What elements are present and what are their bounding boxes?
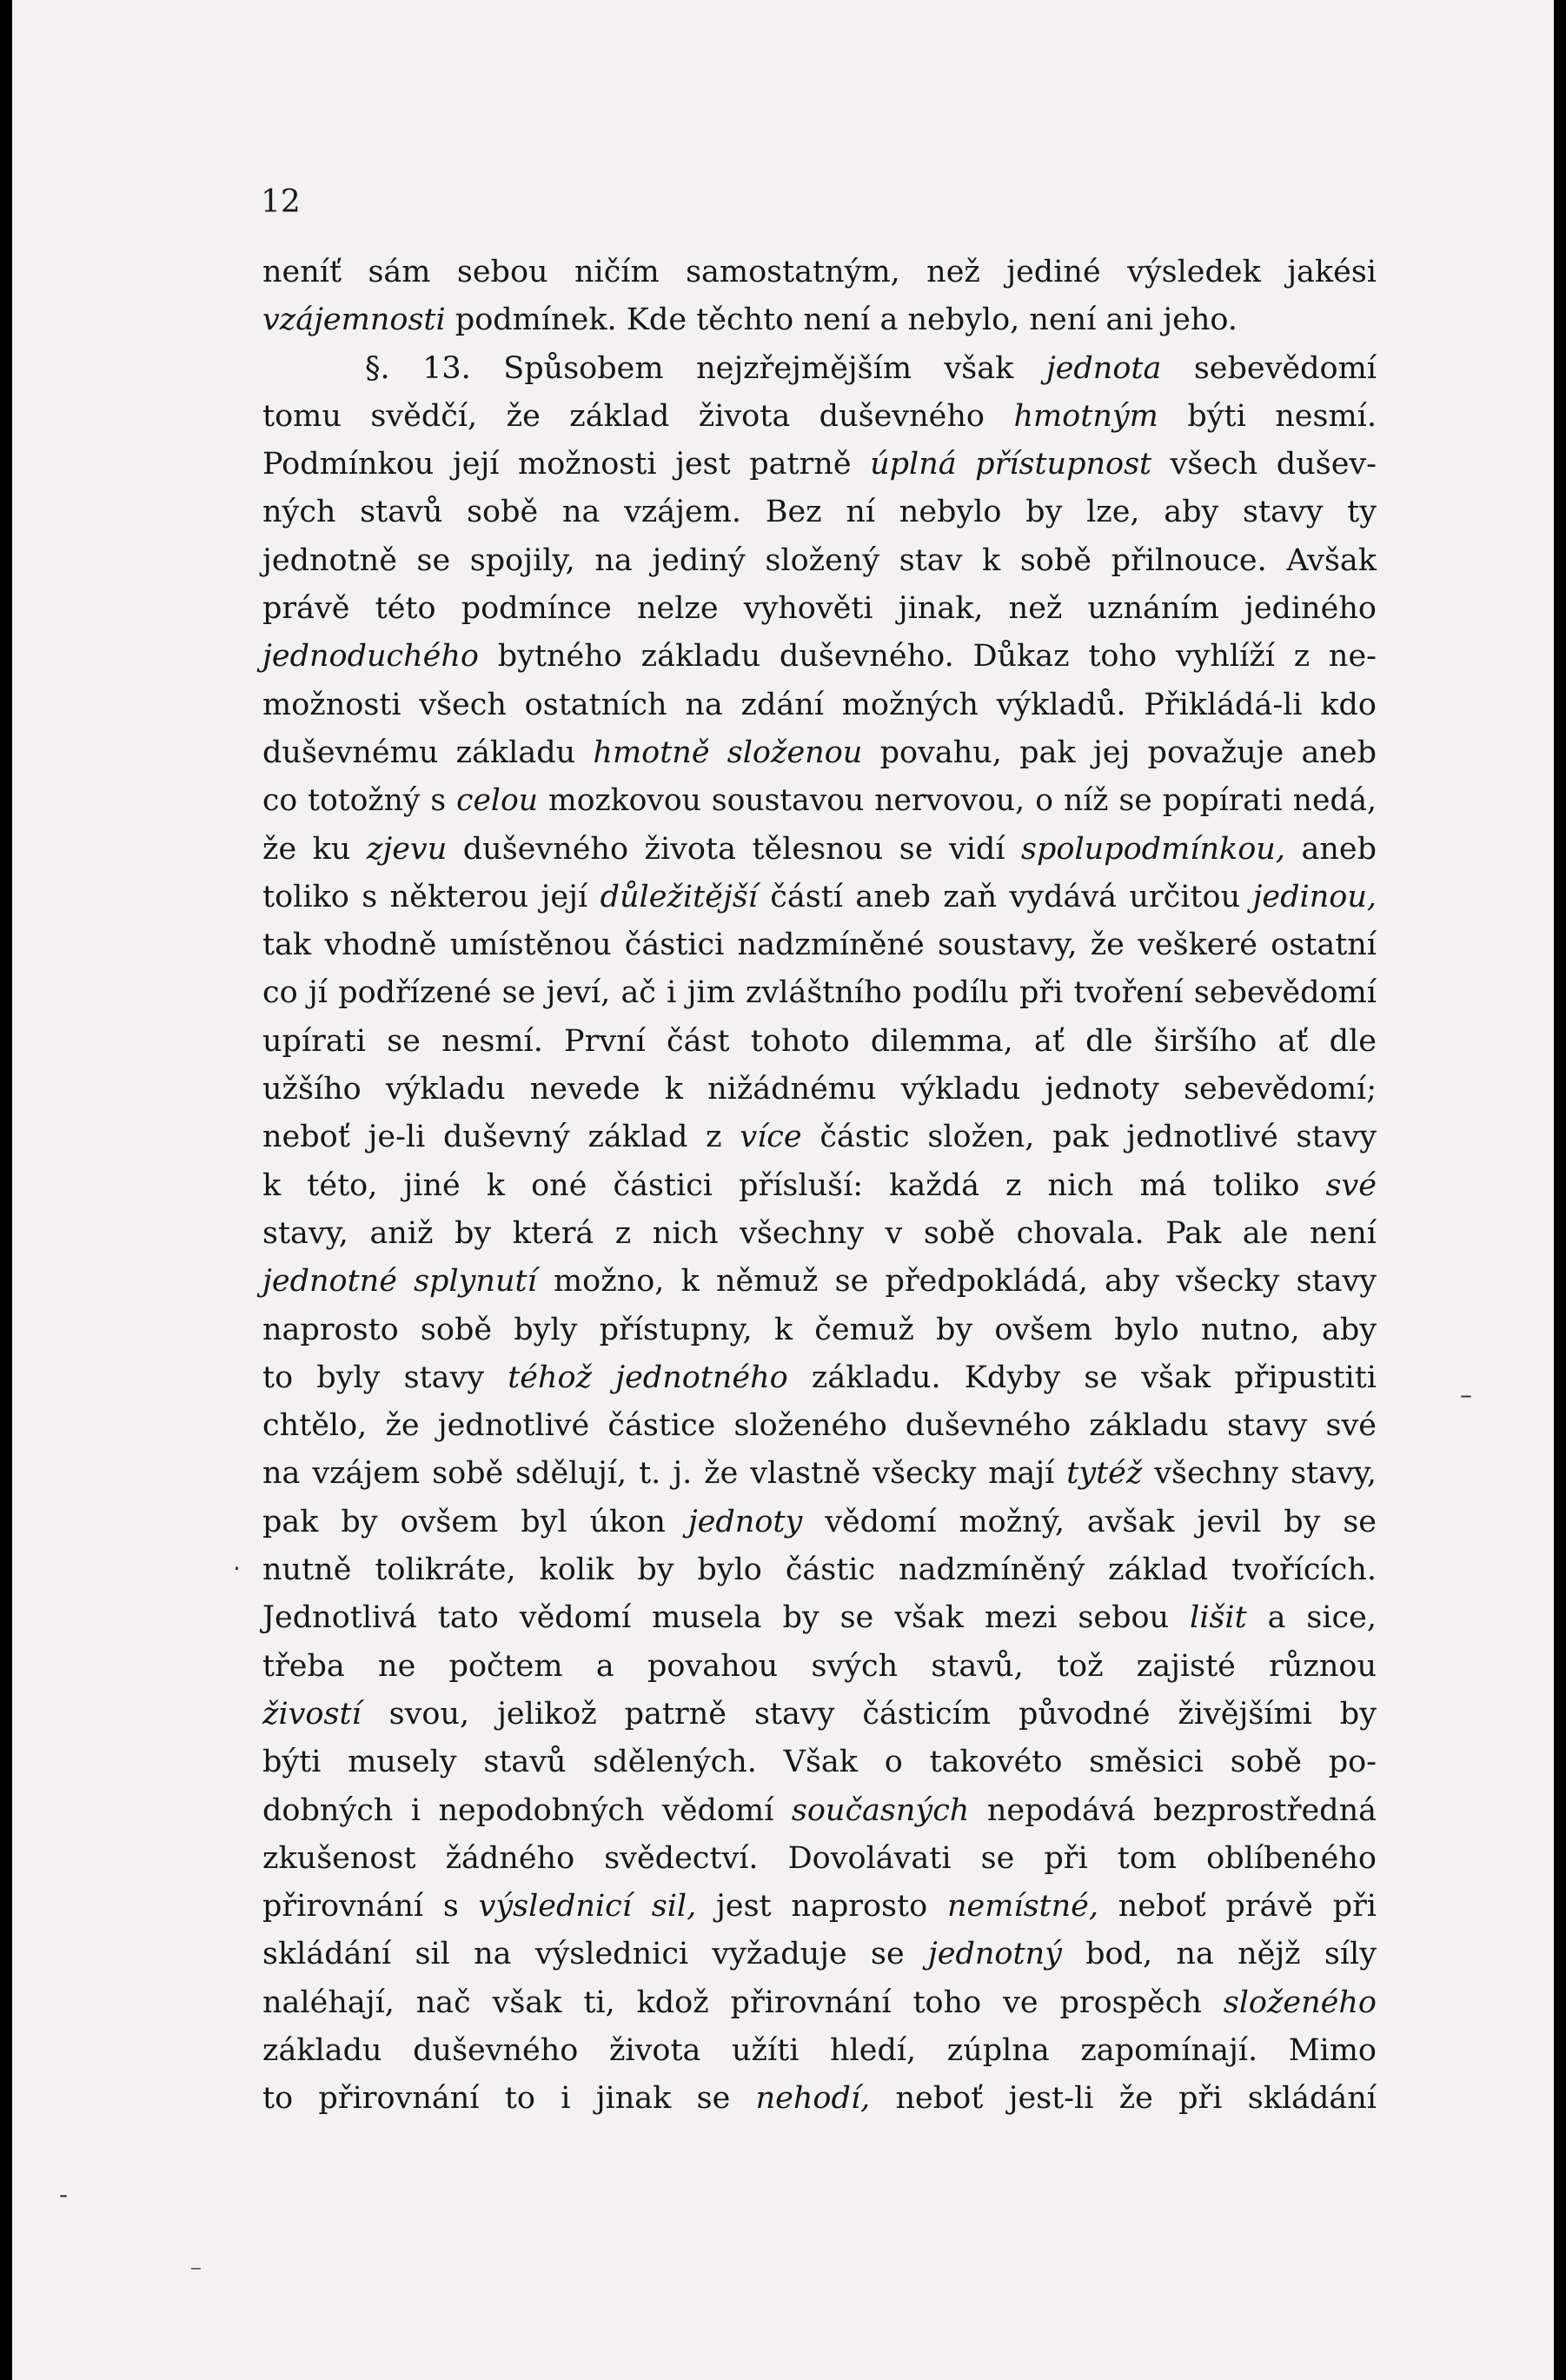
text-run: částic složen, pak jednotlivé stavy <box>801 1120 1377 1155</box>
text-line <box>262 1018 1377 1066</box>
emphasized-text: nemístné, <box>946 1889 1098 1925</box>
emphasized-text: výslednicí sil, <box>478 1889 697 1925</box>
text-line <box>262 826 1377 874</box>
text-line <box>262 777 1377 825</box>
emphasized-text: jednotný <box>927 1937 1062 1972</box>
text-line <box>262 1499 1377 1546</box>
text-line <box>262 681 1377 729</box>
text-run: že ku <box>262 831 367 867</box>
text-run: nepodává bezprostředná <box>969 1792 1377 1828</box>
text-run: zkušenost žádného svědectví. Dovolávati se při tom oblíbeného <box>262 1840 1377 1876</box>
text-line <box>262 1594 1377 1642</box>
margin-mark: - <box>59 2180 69 2209</box>
emphasized-text: jednotné splynutí <box>262 1264 537 1300</box>
text-run: bytného základu duševného. Důkaz toho vyhlíží z ne- <box>479 639 1377 675</box>
text-line <box>262 633 1377 681</box>
emphasized-text: tytéž <box>1066 1456 1143 1492</box>
text-run: částí aneb zaň vydává určitou <box>757 879 1253 914</box>
margin-mark: · <box>233 1554 241 1583</box>
text-line <box>262 489 1377 536</box>
text-run: možno, k němuž se předpokládá, aby všecky stavy <box>536 1264 1377 1300</box>
emphasized-text: hmotně složenou <box>593 735 863 770</box>
emphasized-text: své <box>1325 1167 1377 1203</box>
margin-mark: – <box>1460 1380 1472 1409</box>
text-run: neboť jest-li že při skládání <box>870 2081 1377 2117</box>
emphasized-text: celou <box>456 783 538 819</box>
emphasized-text: jedinou, <box>1252 879 1377 914</box>
text-line <box>262 1883 1377 1931</box>
text-line <box>262 1546 1377 1594</box>
text-run: neboť je-li duševný základ z <box>262 1120 740 1155</box>
emphasized-text: zjevu <box>366 831 448 867</box>
text-run: co jí podřízené se jeví, ač i jim zvláštního podílu při tvoření sebevědomí <box>262 975 1377 1011</box>
text-line <box>262 921 1377 969</box>
text-run: co totožný s <box>262 783 457 819</box>
text-run: základu duševného života užíti hledí, zúplna zapomínají. Mimo <box>262 2032 1377 2068</box>
text-line <box>262 296 1377 344</box>
text-line <box>262 585 1377 633</box>
margin-mark: ⁻ <box>189 2258 202 2287</box>
emphasized-text: složeného <box>1223 1984 1377 2020</box>
emphasized-text: úplná přístupnost <box>870 447 1152 482</box>
text-line <box>262 1691 1377 1738</box>
book-page <box>12 0 1554 2380</box>
text-run: §. 13. Spůsobem nejzřejmějším však <box>365 350 1046 386</box>
text-run: naléhají, nač však ti, kdož přirovnání toho ve prospěch <box>262 1984 1224 2020</box>
text-line <box>262 2075 1377 2123</box>
text-run: a sice, <box>1246 1600 1377 1636</box>
text-run: na vzájem sobě sdělují, t. j. že vlastně všecky mají <box>262 1456 1067 1492</box>
text-line <box>262 2027 1377 2075</box>
text-run: neníť sám sebou ničím samostatným, než jediné výsledek jakési <box>262 255 1377 289</box>
text-run: neboť právě při <box>1098 1889 1377 1925</box>
text-line <box>262 1738 1377 1786</box>
text-run: podmínek. Kde těchto není a nebylo, není ani jeho. <box>445 302 1238 338</box>
text-line <box>262 1258 1377 1306</box>
emphasized-text: důležitější <box>600 879 758 914</box>
text-line <box>262 249 1377 296</box>
text-line <box>262 1787 1377 1835</box>
text-line <box>262 1979 1377 2027</box>
text-run: stavy, aniž by která z nich všechny v sobě chovala. Pak ale není <box>262 1215 1377 1251</box>
text-line <box>262 1306 1377 1354</box>
text-run: dobných i nepodobných vědomí <box>262 1792 792 1828</box>
text-run: bod, na nějž síly <box>1061 1937 1377 1972</box>
text-run: býti nesmí. <box>1158 398 1377 434</box>
text-line <box>262 1354 1377 1402</box>
text-line <box>262 1210 1377 1258</box>
text-line <box>262 537 1377 585</box>
text-run: skládání sil na výslednici vyžaduje se <box>262 1937 928 1972</box>
text-run: všechny stavy, <box>1142 1456 1377 1492</box>
text-run: mozkovou soustavou nervovou, o níž se popírati nedá, <box>537 783 1377 819</box>
text-run: jednotně se spojily, na jediný složený stav k sobě přilnouce. Avšak <box>262 542 1377 578</box>
text-run: jest naprosto <box>696 1889 947 1925</box>
text-run: naprosto sobě byly přístupny, k čemuž by ovšem bylo nutno, aby <box>262 1312 1377 1347</box>
text-line <box>262 1114 1377 1161</box>
text-run: tomu svědčí, že základ života duševného <box>262 398 1014 434</box>
emphasized-text: současných <box>791 1792 970 1828</box>
body-text <box>262 249 1377 2124</box>
text-line <box>262 874 1377 921</box>
text-line <box>262 729 1377 777</box>
text-run: duševného života tělesnou se vidí <box>447 831 1022 867</box>
text-run: to přirovnání to i jinak se <box>262 2081 756 2117</box>
text-line <box>262 1402 1377 1450</box>
text-run: možnosti všech ostatních na zdání možných výkladů. Přikládá-li kdo <box>262 687 1377 722</box>
text-run: aneb <box>1284 831 1377 867</box>
emphasized-text: nehodí, <box>755 2081 871 2117</box>
emphasized-text: téhož jednotného <box>508 1360 788 1395</box>
text-line <box>262 1835 1377 1883</box>
text-line <box>262 1066 1377 1114</box>
text-run: přirovnání s <box>262 1889 479 1925</box>
page-number: 12 <box>261 184 301 220</box>
text-run: Podmínkou její možnosti jest patrně <box>262 447 871 482</box>
text-run: nutně tolikráte, kolik by bylo částic nadzmíněný základ tvořících. <box>262 1552 1377 1588</box>
text-run: pak by ovšem byl úkon <box>262 1504 688 1539</box>
text-run: Jednotlivá tato vědomí musela by se však mezi sebou <box>262 1600 1191 1636</box>
text-line <box>262 393 1377 441</box>
text-run: duševnému základu <box>262 735 594 770</box>
text-run: svou, jelikož patrně stavy částicím původné živějšími by <box>361 1696 1377 1732</box>
emphasized-text: více <box>740 1120 802 1155</box>
text-run: chtělo, že jednotlivé částice složeného duševného základu stavy své <box>262 1408 1377 1444</box>
text-run: býti musely stavů sdělených. Však o takovéto směsici sobě po- <box>262 1745 1377 1780</box>
text-line <box>262 969 1377 1017</box>
text-run: ných stavů sobě na vzájem. Bez ní nebylo by lze, aby stavy ty <box>262 495 1377 530</box>
text-line <box>262 345 1377 393</box>
text-line <box>262 1450 1377 1498</box>
emphasized-text: jednoty <box>687 1504 803 1539</box>
emphasized-text: živostí <box>262 1696 362 1732</box>
text-run: vědomí možný, avšak jevil by se <box>802 1504 1377 1539</box>
text-run: právě této podmínce nelze vyhověti jinak, než uznáním jediného <box>262 591 1377 627</box>
text-line <box>262 441 1377 489</box>
emphasized-text: spolupodmínkou, <box>1021 831 1285 867</box>
text-run: užšího výkladu nevede k nižádnému výkladu jednoty sebevědomí; <box>262 1072 1377 1107</box>
emphasized-text: hmotným <box>1013 398 1158 434</box>
text-run: tak vhodně umístěnou částici nadzmíněné soustavy, že veškeré ostatní <box>262 927 1377 963</box>
text-run: toliko s některou její <box>262 879 601 914</box>
emphasized-text: lišit <box>1190 1600 1247 1636</box>
text-line <box>262 1162 1377 1210</box>
emphasized-text: jednota <box>1045 350 1162 386</box>
emphasized-text: jednoduchého <box>262 639 479 675</box>
text-line <box>262 1643 1377 1691</box>
text-run: třeba ne počtem a povahou svých stavů, tož zajisté různou <box>262 1648 1377 1684</box>
text-line <box>262 1931 1377 1978</box>
text-run: sebevědomí <box>1161 350 1377 386</box>
text-run: všech dušev- <box>1151 447 1377 482</box>
text-run: k této, jiné k oné částici přísluší: každá z nich má toliko <box>262 1167 1326 1203</box>
text-run: to byly stavy <box>262 1360 508 1395</box>
emphasized-text: vzájemnosti <box>262 302 446 338</box>
text-run: základu. Kdyby se však připustiti <box>787 1360 1377 1395</box>
text-run: povahu, pak jej považuje aneb <box>862 735 1377 770</box>
text-run: upírati se nesmí. První část tohoto dilemma, ať dle širšího ať dle <box>262 1023 1377 1059</box>
